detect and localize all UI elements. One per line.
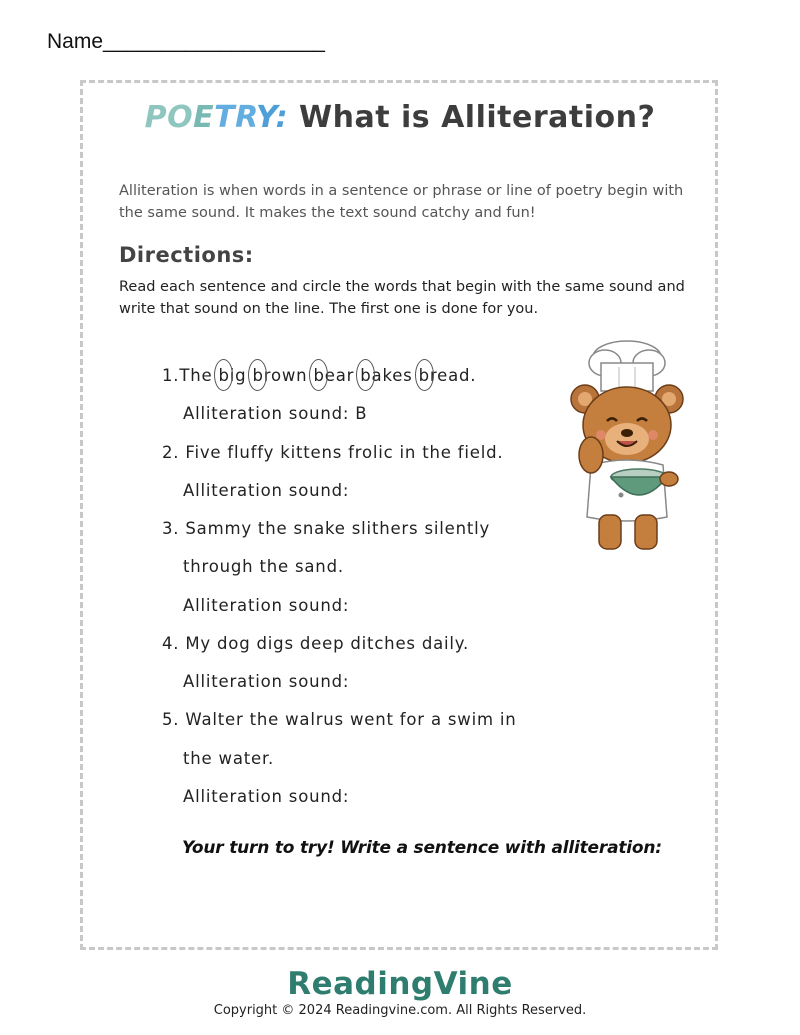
title-poetry-letter: O [167, 100, 194, 135]
item-2-sentence: 2. Five fluffy kittens frolic in the field. [162, 443, 504, 462]
worksheet-title [0, 100, 800, 135]
title-poetry [145, 100, 288, 135]
item-5-sentence-cont: the water. [183, 749, 275, 768]
chef-bear-icon [565, 337, 695, 557]
item-1-words [179, 366, 476, 385]
circled-letter: b [252, 366, 263, 385]
item-5-sentence: 5. Walter the walrus went for a swim in [162, 710, 517, 729]
circled-letter: b [218, 366, 229, 385]
item-1-sentence: 1.The b ig b rown b ear b akes b read. [162, 366, 476, 385]
item-3-answer: Alliteration sound: [183, 596, 350, 615]
title-poetry-letter: Y [255, 100, 276, 135]
sentence-fragment: rown [263, 366, 314, 385]
circle-mark [415, 359, 434, 391]
copyright-text: Copyright © 2024 Readingvine.com. All Rights Reserved. [213, 1003, 587, 1018]
title-poetry-letter: P [144, 100, 168, 135]
item-5-answer: Alliteration sound: [183, 787, 350, 806]
readingvine-logo: ReadingVine [287, 966, 513, 1002]
item-2-answer: Alliteration sound: [183, 481, 350, 500]
circled-letter: b [419, 366, 430, 385]
circled-letter: b [360, 366, 371, 385]
item-3-sentence-cont: through the sand. [183, 557, 344, 576]
title-poetry-letter: : [275, 100, 289, 135]
sentence-fragment: akes [371, 366, 419, 385]
your-turn-prompt: Your turn to try! Write a sentence with alliteration: [182, 838, 662, 858]
sentence-fragment: ig [229, 366, 253, 385]
intro-paragraph: Alliteration is when words in a sentence or phrase or line of poetry begin with the same sound. It makes the text sound catchy and fun! [119, 183, 684, 221]
sentence-fragment: The [179, 366, 219, 385]
title-rest: What is Alliteration? [288, 100, 656, 135]
title-poetry-letter: E [193, 100, 215, 135]
sentence-fragment: ear [324, 366, 361, 385]
item-3-sentence: 3. Sammy the snake slithers silently [162, 519, 491, 538]
name-field-label: Name___________________ [47, 30, 325, 53]
circled-letter: b [313, 366, 324, 385]
title-poetry-letter: R [235, 100, 256, 135]
item-1-answer: Alliteration sound: B [183, 404, 368, 423]
title-poetry-letter: T [214, 100, 236, 135]
directions-text: Read each sentence and circle the words that begin with the same sound and write that sound on the line. The first one is done for you. [119, 279, 685, 317]
item-4-sentence: 4. My dog digs deep ditches daily. [162, 634, 470, 653]
directions-heading: Directions: [119, 243, 254, 267]
item-4-answer: Alliteration sound: [183, 672, 350, 691]
sentence-fragment: read. [429, 366, 477, 385]
